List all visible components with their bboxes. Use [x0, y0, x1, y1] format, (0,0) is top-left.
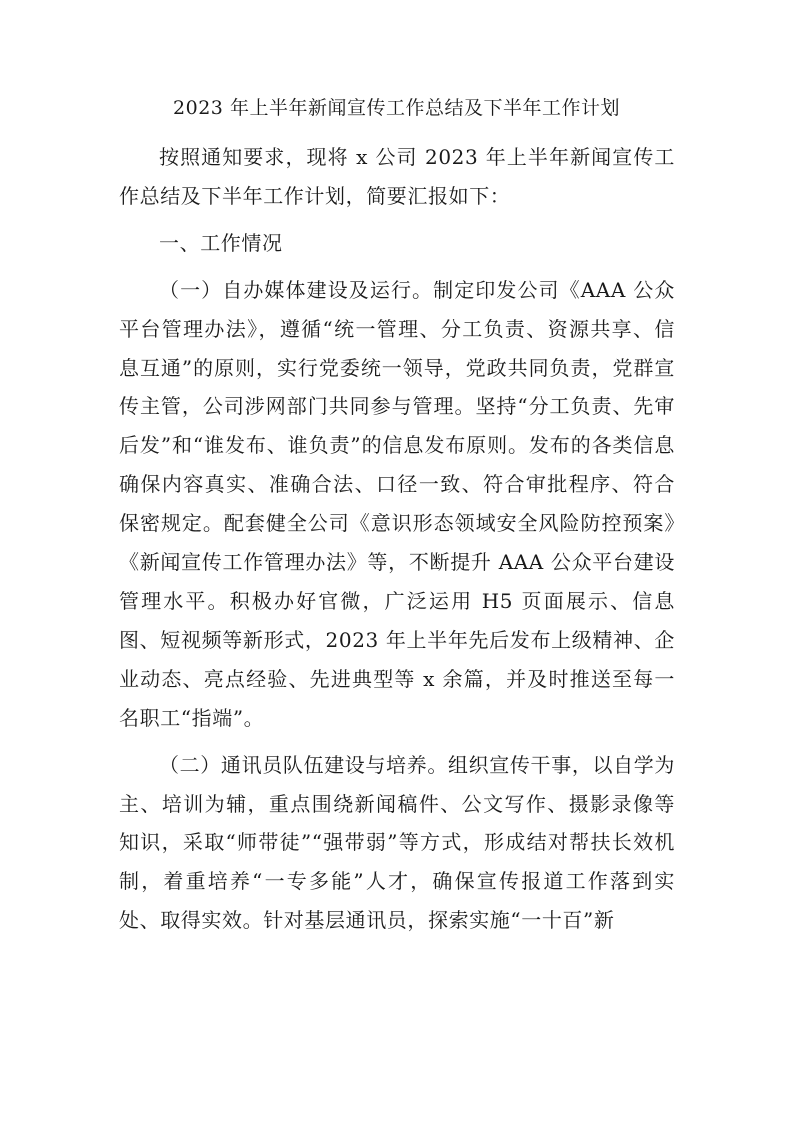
media-construction-paragraph: （一）自办媒体建设及运行。制定印发公司《AAA 公众平台管理办法》，遵循“统一管理、分工负责、资源共享、信息互通”的原则，实行党委统一领导，党政共同负责，党群宣传主管，公司涉网部门共同参与管理。坚持“分工负责、先审后发”和“谁发布、谁负责”的信息发布原则。发布的各类信息确保内容真实、准确合法、口径一致、符合审批程序、符合保密规定。配套健全公司《意识形态领域安全风险防控预案》《新闻宣传工作管理办法》等，不断提升 AAA 公众平台建设管理水平。积极办好官微，广泛运用 H5 页面展示、信息图、短视频等新形式，2023 年上半年先后发布上级精神、企业动态、亮点经验、先进典型等 x 余篇，并及时推送至每一名职工“指端”。 [119, 277, 675, 730]
intro-paragraph: 按照通知要求，现将 x 公司 2023 年上半年新闻宣传工作总结及下半年工作计划，简要汇报如下： [119, 145, 675, 208]
correspondent-team-paragraph: （二）通讯员队伍建设与培养。组织宣传干事，以自学为主、培训为辅，重点围绕新闻稿件、公文写作、摄影录像等知识，采取“师带徒”“强带弱”等方式，形成结对帮扶长效机制，着重培养“一专多能”人才，确保宣传报道工作落到实处、取得实效。针对基层通讯员，探索实施“一十百”新 [119, 752, 675, 933]
section-heading: 一、工作情况 [159, 230, 283, 255]
document-body [119, 138, 675, 940]
document-title: 2023 年上半年新闻宣传工作总结及下半年工作计划 [173, 97, 620, 119]
